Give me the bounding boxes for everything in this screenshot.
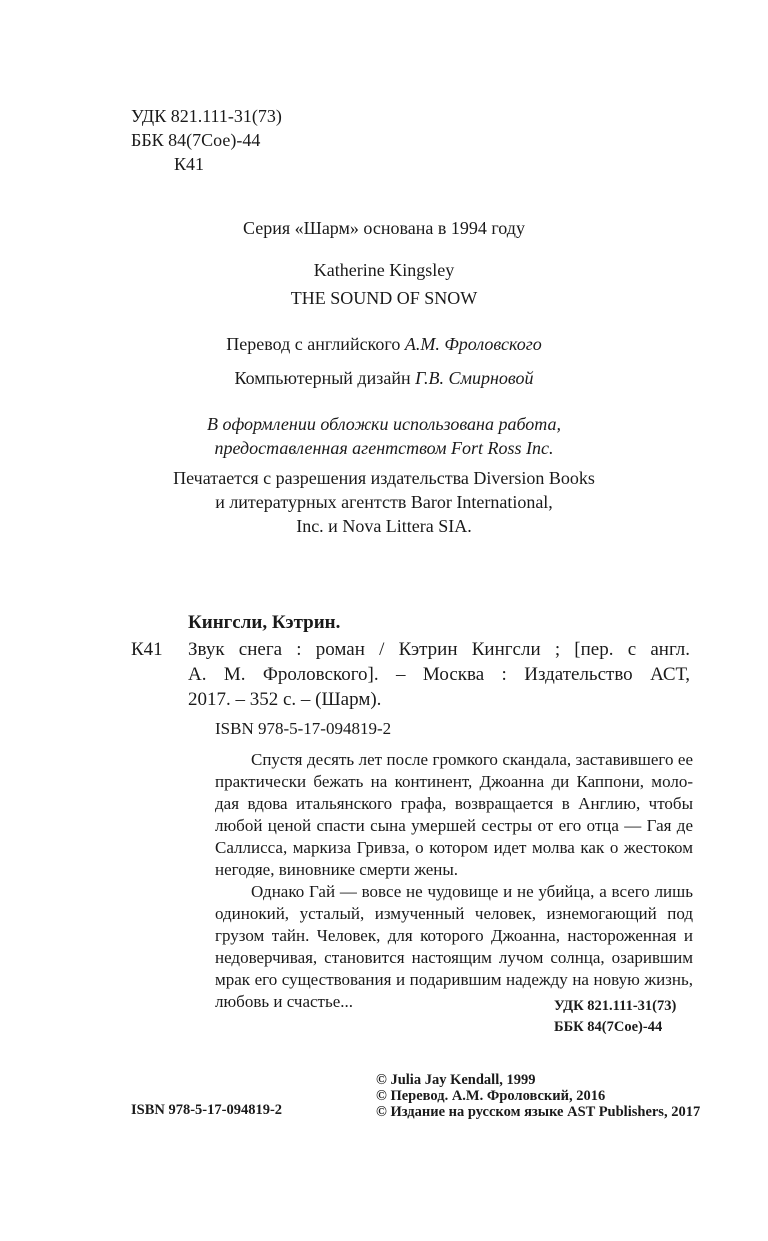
cover-note-line-1: В оформлении обложки использована работа, <box>206 414 561 434</box>
catalog-heading: Кингсли, Кэтрин. <box>188 612 341 633</box>
catalog-line-3: 2017. – 352 с. – (Шарм). <box>188 689 382 710</box>
design-label: Компьютерный дизайн <box>234 368 416 388</box>
annotation <box>215 749 693 1013</box>
translation-label: Перевод с английского <box>226 334 405 354</box>
copyright-line-3: © Издание на русском языке AST Publishers, 2017 <box>376 1104 701 1120</box>
permission-line-2: и литературных агентств Baror International, <box>215 492 553 512</box>
design-credit <box>0 366 768 390</box>
cover-note-line-2: предоставленная агентством Fort Ross Inc. <box>214 438 554 458</box>
catalog-isbn: ISBN 978-5-17-094819-2 <box>215 719 392 738</box>
designer-name: Г.В. Смирновой <box>415 368 534 388</box>
annotation-line: практически бежать на континент, Джоанна ди Каппони, моло- <box>215 772 693 791</box>
annotation-line: Спустя десять лет после громкого скандала, заставившего ее <box>251 750 693 769</box>
bottom-udk-code: УДК 821.111-31(73) <box>554 998 677 1014</box>
udk-code: УДК 821.111-31(73) <box>131 106 282 126</box>
annotation-line: любой ценой спасти сына умершей сестры от его отца — Гая де <box>215 816 693 835</box>
annotation-line: Однако Гай — вовсе не чудовище и не убийца, а всего лишь <box>251 882 693 901</box>
annotation-line: дая вдова итальянского графа, возвращается в Англию, чтобы <box>215 794 693 813</box>
annotation-line: негодяе, виновнике смерти жены. <box>215 860 459 879</box>
copyright-line-1: © Julia Jay Kendall, 1999 <box>376 1072 536 1088</box>
annotation-paragraph-1 <box>215 749 693 881</box>
annotation-paragraph-2 <box>215 881 693 1013</box>
bottom-bbk-code: ББК 84(7Сое)-44 <box>554 1019 663 1035</box>
catalog-line-1: Звук снега : роман / Кэтрин Кингсли ; [пер. с англ. <box>188 639 690 660</box>
annotation-line: грузом тайн. Человек, для которого Джоанна, настороженная и <box>215 926 693 945</box>
annotation-line: одинокий, усталый, измученный человек, изнемогающий под <box>215 904 693 923</box>
original-title: THE SOUND OF SNOW <box>290 288 478 308</box>
author-mark: К41 <box>174 154 205 174</box>
copyright-line-2: © Перевод. А.М. Фроловский, 2016 <box>376 1088 606 1104</box>
translation-credit <box>0 332 768 356</box>
permission-line-3: Inc. и Nova Littera SIA. <box>296 516 472 536</box>
annotation-line: недоверчивая, становится настоящим лучом солнца, озарившим <box>215 948 693 967</box>
translator-name: А.М. Фроловского <box>404 334 542 354</box>
footer-isbn: ISBN 978-5-17-094819-2 <box>131 1102 283 1118</box>
annotation-line: мрак его существования и подарившим надежду на новую жизнь, <box>215 970 693 989</box>
annotation-line: любовь и счастье... <box>215 992 354 1011</box>
catalog-line-2: А. М. Фроловского]. – Москва : Издательство АСТ, <box>188 664 690 685</box>
annotation-line: Саллисса, маркиза Гривза, о котором идет молва как о жестоком <box>215 838 693 857</box>
bbk-code: ББК 84(7Сое)-44 <box>131 130 261 150</box>
series-note: Серия «Шарм» основана в 1994 году <box>243 218 525 238</box>
catalog-mark: К41 <box>131 639 163 660</box>
original-author: Katherine Kingsley <box>313 260 455 280</box>
permission-line-1: Печатается с разрешения издательства Diversion Books <box>173 468 595 488</box>
